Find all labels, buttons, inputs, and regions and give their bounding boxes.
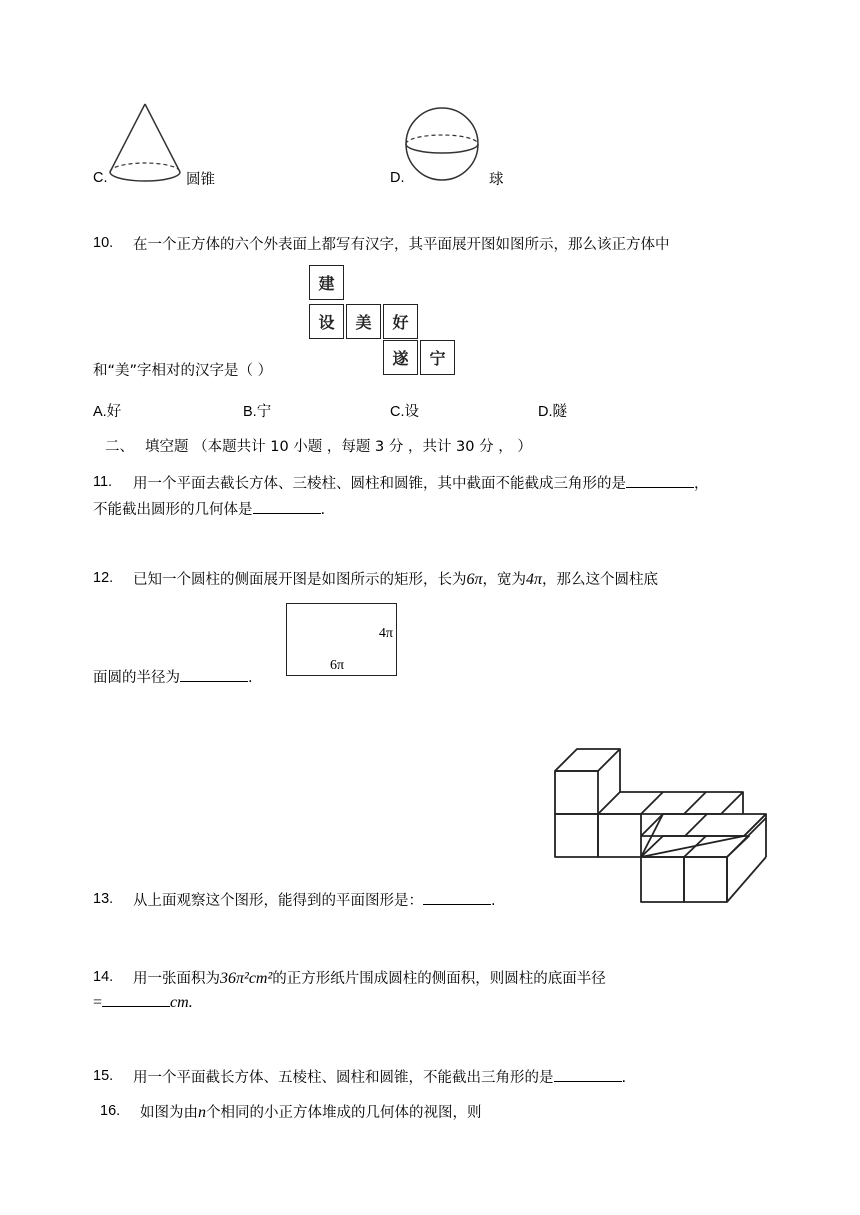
sphere-figure	[402, 104, 492, 194]
q12-width: 4π	[526, 571, 543, 588]
q16-number: 16.	[100, 1103, 121, 1119]
q12-number: 12.	[93, 570, 114, 586]
net-cell-6: 宁	[420, 340, 455, 375]
rectangle-figure	[286, 603, 397, 676]
q11-text1a: 用一个平面去截长方体、三棱柱、圆柱和圆锥，其中截面不能截成三角形的是	[133, 476, 626, 492]
q10-text-line1: 在一个正方体的六个外表面上都写有汉字，其平面展开图如图所示，那么该正方体中	[133, 237, 670, 253]
q13-number: 13.	[93, 891, 114, 907]
section-title: 填空题 （本题共计 10 小题 ，每题 3 分 ，共计 30 分 ， ）	[145, 439, 532, 455]
q10-option-d: D.隧	[538, 404, 567, 420]
q11-blank-2[interactable]	[253, 501, 321, 514]
option-c-name: 圆锥	[186, 172, 215, 188]
q10-option-c: C.设	[390, 404, 419, 420]
q13-end: .	[491, 893, 496, 909]
q12-blank[interactable]	[180, 669, 248, 682]
q14-blank[interactable]	[102, 994, 170, 1007]
net-cell-3: 美	[346, 304, 381, 339]
q12-text2a: 面圆的半径为	[93, 670, 180, 686]
q11-text2b: .	[320, 502, 326, 518]
q13-text: 从上面观察这个图形，能得到的平面图形是：	[133, 893, 423, 909]
q10-option-b: B.宁	[243, 404, 272, 420]
q13-blank[interactable]	[423, 892, 491, 905]
q12-length: 6π	[466, 571, 483, 588]
net-cell-4: 好	[383, 304, 418, 339]
q10-text-line2: 和“美”字相对的汉字是（ ）	[93, 363, 273, 379]
q11-text2a: 不能截出圆形的几何体是	[93, 502, 253, 518]
q10-number: 10.	[93, 235, 114, 251]
section-number: 二、	[105, 439, 134, 455]
q14-line2	[93, 994, 193, 1012]
cone-figure	[105, 100, 185, 190]
q15-line	[133, 1066, 626, 1087]
q14-unit: cm.	[170, 994, 193, 1011]
net-cell-2: 设	[309, 304, 344, 339]
q14-area: 36π²cm²	[220, 970, 273, 987]
rect-length-label: 6π	[330, 658, 345, 673]
q10-option-a: A.好	[93, 404, 122, 420]
net-cell-5: 遂	[383, 340, 418, 375]
q14-text1b: 的正方形纸片围成圆柱的侧面积，则圆柱的底面半径	[272, 971, 606, 987]
q11-text1b: ，	[694, 476, 709, 492]
q12-line2	[93, 666, 253, 687]
q14-equals: =	[93, 994, 103, 1011]
q14-number: 14.	[93, 969, 114, 985]
q15-blank[interactable]	[554, 1069, 622, 1082]
option-c-letter: C.	[93, 170, 108, 186]
cube-stack-figure	[554, 746, 779, 906]
option-d-name: 球	[489, 172, 504, 188]
q11-number: 11.	[93, 474, 113, 490]
q15-end: .	[621, 1070, 627, 1086]
q16-var: n	[198, 1104, 206, 1121]
q12-text1c: ，那么这个圆柱底	[542, 572, 659, 588]
q15-number: 15.	[93, 1068, 114, 1084]
net-cell-1: 建	[309, 265, 344, 300]
option-d-letter: D.	[390, 170, 405, 186]
q14-line1	[133, 967, 606, 988]
q12-text2b: .	[248, 670, 253, 686]
q11-blank-1[interactable]	[626, 475, 694, 488]
q11-line2	[93, 498, 325, 519]
q11-line1	[133, 472, 709, 493]
q16-text1: 如图为由	[140, 1105, 198, 1121]
q13-line	[133, 889, 496, 910]
q14-text1a: 用一张面积为	[133, 971, 220, 987]
q12-text1b: ，宽为	[482, 572, 527, 588]
rect-width-label: 4π	[378, 626, 393, 641]
q15-text: 用一个平面截长方体、五棱柱、圆柱和圆锥，不能截出三角形的是	[133, 1070, 554, 1086]
q16-text2: 个相同的小正方体堆成的几何体的视图，则	[206, 1105, 482, 1121]
q12-text1a: 已知一个圆柱的侧面展开图是如图所示的矩形，长为	[133, 572, 467, 588]
q12-line1	[133, 568, 658, 589]
q16-line	[140, 1101, 482, 1122]
